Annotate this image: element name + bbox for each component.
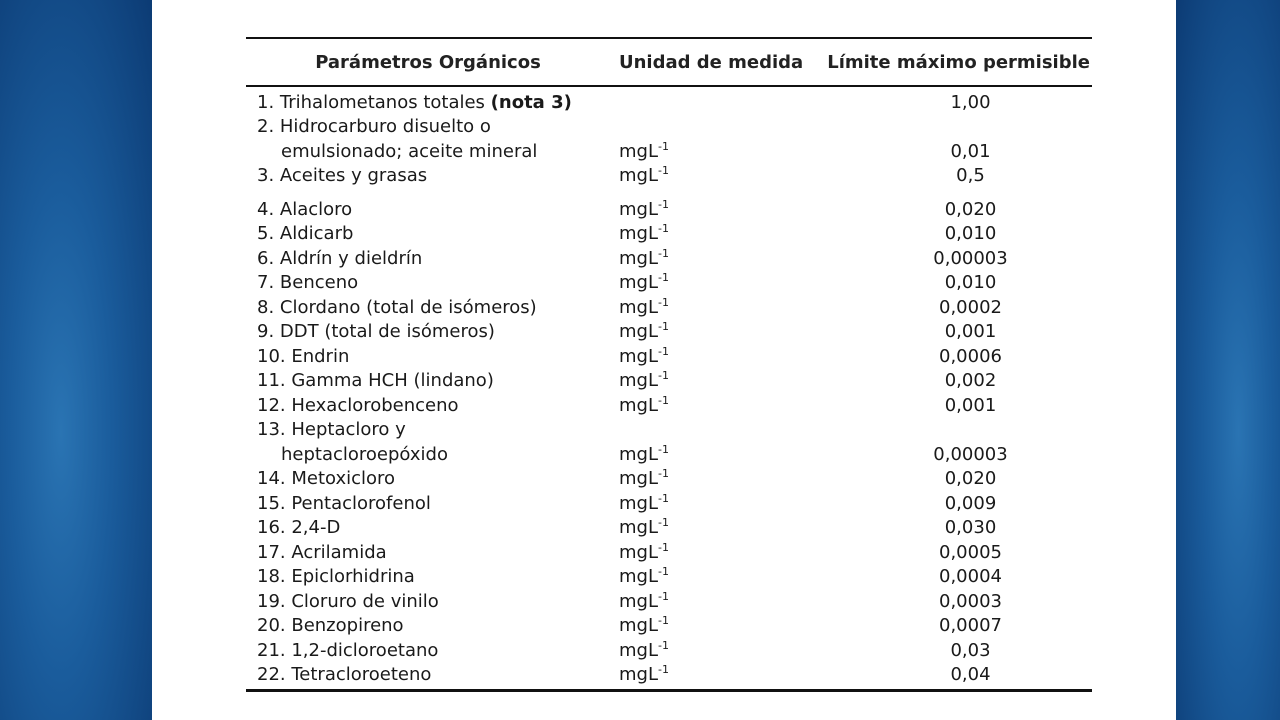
param-name: 3. Aceites y grasas <box>257 165 428 186</box>
table-row <box>246 90 1092 115</box>
param-note: (nota 3) <box>490 91 572 113</box>
limit-value: 0,010 <box>944 223 997 244</box>
unit-base: mgL <box>619 443 658 465</box>
unit-base: mgL <box>619 394 658 416</box>
param-name: 21. 1,2-dicloroetano <box>257 639 439 661</box>
table-row <box>246 663 1092 688</box>
limit-value: 0,001 <box>944 394 997 416</box>
unit-cell <box>619 639 819 663</box>
param-name: 8. Clordano (total de isómeros) <box>257 296 537 318</box>
limit-value: 0,0006 <box>939 345 1002 367</box>
unit-exponent: -1 <box>658 614 669 627</box>
table-row <box>246 164 1092 189</box>
param-name: 10. Endrin <box>257 345 350 367</box>
unit-base: mgL <box>619 664 658 685</box>
limit-value: 0,5 <box>956 165 985 186</box>
unit-exponent: -1 <box>658 467 669 480</box>
param-name: 7. Benceno <box>257 272 359 293</box>
unit-exponent: -1 <box>658 442 669 456</box>
param-name: 20. Benzopireno <box>257 615 404 636</box>
param-name: 13. Heptacloro y <box>257 419 406 440</box>
unit-cell <box>619 492 819 516</box>
background-right-panel <box>1176 0 1280 720</box>
unit-exponent: -1 <box>658 320 669 333</box>
param-name-continued: heptacloroepóxido <box>281 443 448 465</box>
limit-value: 1,00 <box>950 91 991 113</box>
unit-base: mgL <box>619 615 658 636</box>
param-name: 17. Acrilamida <box>257 541 387 563</box>
table-row <box>246 393 1092 418</box>
limit-value: 0,020 <box>944 468 997 489</box>
unit-base: mgL <box>619 468 658 489</box>
unit-cell <box>619 320 819 344</box>
limit-value: 0,020 <box>944 198 997 220</box>
unit-cell <box>619 247 819 271</box>
unit-base: mgL <box>619 492 658 514</box>
param-name: 16. 2,4-D <box>257 517 341 538</box>
unit-cell <box>619 296 819 320</box>
limit-value: 0,0003 <box>939 590 1002 612</box>
table-row <box>246 197 1092 222</box>
unit-base: mgL <box>619 198 658 220</box>
unit-cell <box>619 140 819 164</box>
unit-exponent: -1 <box>658 565 669 578</box>
header-param: Parámetros Orgánicos <box>315 51 541 73</box>
limit-value: 0,030 <box>944 517 997 538</box>
unit-exponent: -1 <box>658 271 669 284</box>
unit-cell <box>619 565 819 589</box>
unit-cell <box>619 271 819 295</box>
unit-exponent: -1 <box>658 222 669 235</box>
unit-cell <box>619 369 819 393</box>
table-row <box>246 344 1092 369</box>
unit-cell <box>619 222 819 246</box>
header-unit: Unidad de medida <box>619 51 804 73</box>
table-row <box>246 222 1092 247</box>
unit-base: mgL <box>619 223 658 244</box>
unit-exponent: -1 <box>658 197 669 211</box>
limit-value: 0,0007 <box>939 615 1002 636</box>
unit-cell <box>619 443 819 467</box>
unit-base: mgL <box>619 541 658 563</box>
slide <box>152 0 1176 720</box>
table-row <box>246 467 1092 492</box>
param-name: 5. Aldicarb <box>257 223 354 244</box>
param-name: 19. Cloruro de vinilo <box>257 590 439 612</box>
unit-base: mgL <box>619 639 658 661</box>
table-row-continuation <box>246 139 1092 164</box>
table-row <box>246 638 1092 663</box>
param-name: 15. Pentaclorofenol <box>257 492 431 514</box>
limit-value: 0,001 <box>944 321 997 342</box>
header-limit: Límite máximo permisible <box>827 51 1090 73</box>
table-row <box>246 246 1092 271</box>
unit-cell <box>619 541 819 565</box>
param-name: 2. Hidrocarburo disuelto o <box>257 116 491 137</box>
unit-exponent: -1 <box>658 663 669 676</box>
param-name: 18. Epiclorhidrina <box>257 566 415 587</box>
limit-value: 0,00003 <box>933 247 1008 269</box>
unit-base: mgL <box>619 517 658 538</box>
unit-base: mgL <box>619 272 658 293</box>
unit-base: mgL <box>619 165 658 186</box>
table-bottom-rule <box>246 689 1092 692</box>
unit-cell <box>619 590 819 614</box>
table-row <box>246 295 1092 320</box>
limit-value: 0,03 <box>950 639 991 661</box>
unit-cell <box>619 467 819 491</box>
param-name: 12. Hexaclorobenceno <box>257 394 459 416</box>
unit-exponent: -1 <box>658 638 669 652</box>
table-body <box>246 87 1092 687</box>
unit-cell <box>619 394 819 418</box>
table-row <box>246 589 1092 614</box>
organic-parameters-table <box>246 37 1092 692</box>
table-row <box>246 271 1092 296</box>
unit-base: mgL <box>619 247 658 269</box>
unit-base: mgL <box>619 590 658 612</box>
table-row <box>246 320 1092 345</box>
unit-exponent: -1 <box>658 369 669 382</box>
param-name: 11. Gamma HCH (lindano) <box>257 370 494 391</box>
table-row <box>246 369 1092 394</box>
param-name: 4. Alacloro <box>257 198 353 220</box>
unit-exponent: -1 <box>658 589 669 603</box>
unit-base: mgL <box>619 345 658 367</box>
table-row <box>246 614 1092 639</box>
unit-exponent: -1 <box>658 491 669 505</box>
unit-cell <box>619 164 819 188</box>
param-name: 22. Tetracloroeteno <box>257 664 432 685</box>
table-row <box>246 115 1092 140</box>
table-row <box>246 565 1092 590</box>
limit-value: 0,009 <box>944 492 997 514</box>
param-name: 9. DDT (total de isómeros) <box>257 321 495 342</box>
table-row <box>246 418 1092 443</box>
limit-value: 0,0004 <box>939 566 1002 587</box>
limit-value: 0,0002 <box>939 296 1002 318</box>
param-name-continued: emulsionado; aceite mineral <box>281 140 538 162</box>
limit-value: 0,002 <box>944 370 997 391</box>
param-name: 6. Aldrín y dieldrín <box>257 247 423 269</box>
unit-base: mgL <box>619 566 658 587</box>
limit-value: 0,04 <box>950 664 991 685</box>
unit-base: mgL <box>619 321 658 342</box>
unit-cell <box>619 345 819 369</box>
param-name: 14. Metoxicloro <box>257 468 396 489</box>
unit-exponent: -1 <box>658 516 669 529</box>
table-row <box>246 516 1092 541</box>
limit-value: 0,010 <box>944 272 997 293</box>
unit-cell <box>619 516 819 540</box>
table-row <box>246 540 1092 565</box>
table-row <box>246 491 1092 516</box>
unit-base: mgL <box>619 140 658 162</box>
unit-exponent: -1 <box>658 139 669 153</box>
limit-value: 0,01 <box>950 140 991 162</box>
param-name: 1. Trihalometanos totales <box>257 91 491 113</box>
unit-exponent: -1 <box>658 246 669 260</box>
unit-base: mgL <box>619 296 658 318</box>
unit-base: mgL <box>619 370 658 391</box>
unit-exponent: -1 <box>658 295 669 309</box>
unit-exponent: -1 <box>658 164 669 177</box>
limit-value: 0,0005 <box>939 541 1002 563</box>
unit-cell <box>619 663 819 687</box>
table-header <box>246 39 1092 85</box>
unit-cell <box>619 614 819 638</box>
limit-value: 0,00003 <box>933 443 1008 465</box>
unit-exponent: -1 <box>658 393 669 407</box>
unit-cell <box>619 198 819 222</box>
unit-exponent: -1 <box>658 344 669 358</box>
unit-exponent: -1 <box>658 540 669 554</box>
table-row-continuation <box>246 442 1092 467</box>
background-left-panel <box>0 0 152 720</box>
